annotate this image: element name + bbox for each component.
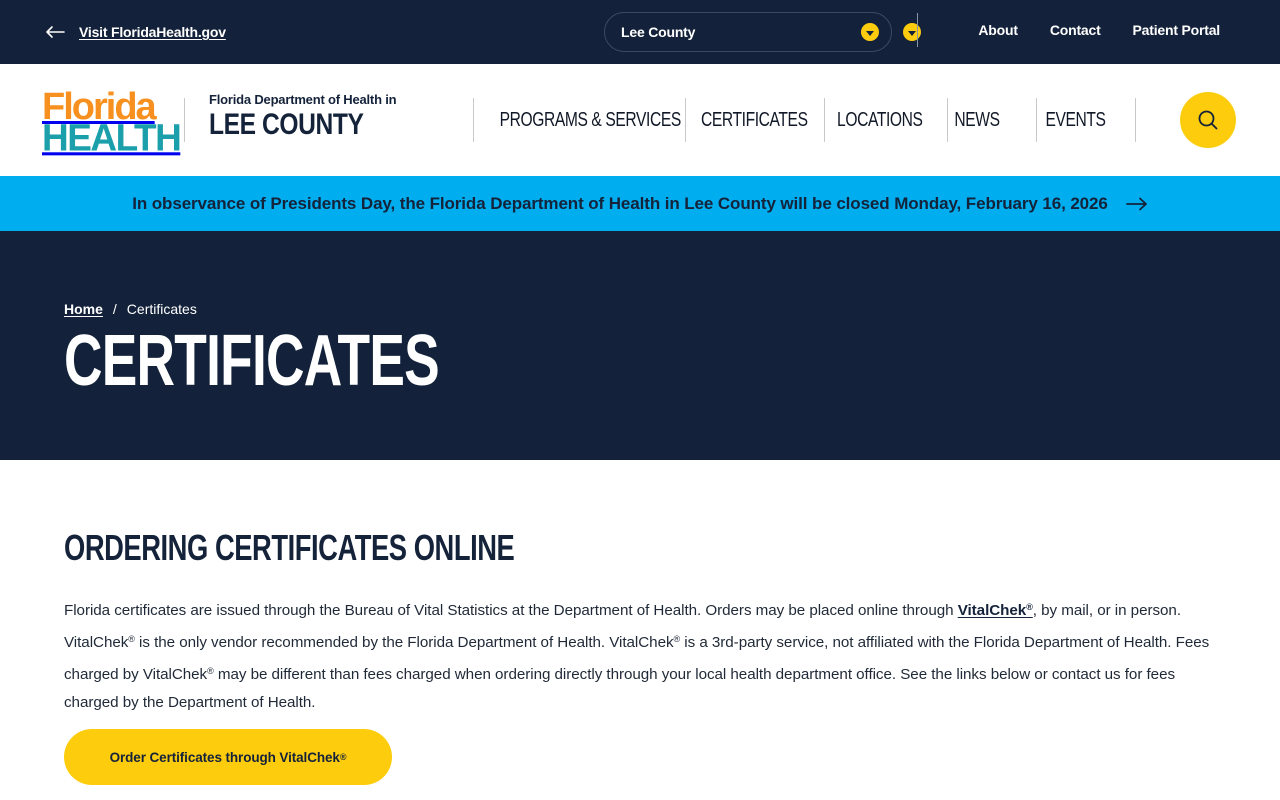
- utility-link-patient-portal[interactable]: Patient Portal: [1132, 22, 1220, 38]
- utility-link-contact[interactable]: Contact: [1049, 22, 1101, 38]
- paragraph-text: is the only vendor recommended by the Florida Department of Health. VitalChek: [134, 634, 674, 651]
- registered-mark: ®: [207, 666, 214, 676]
- logo-florida-text: Florida: [42, 86, 155, 128]
- nav-label: LOCATIONS: [837, 108, 923, 131]
- search-button[interactable]: [1180, 92, 1236, 148]
- page-hero: [0, 231, 1280, 460]
- nav-certificates[interactable]: [686, 98, 825, 142]
- main-nav: [473, 98, 1136, 142]
- nav-news[interactable]: [948, 98, 1037, 142]
- paragraph-text: Florida certificates are issued through the Bureau of Vital Statistics at the Department of Health. Orders may be placed online through: [64, 602, 958, 619]
- logo-health-text: HEALTH: [42, 116, 181, 159]
- county-select-value: Lee County: [621, 24, 696, 40]
- nav-label: PROGRAMS & SERVICES: [499, 108, 681, 131]
- dept-subtitle: Florida Department of Health in: [209, 92, 397, 107]
- utility-link-about[interactable]: About: [978, 22, 1018, 38]
- arrow-right-icon: [1126, 197, 1148, 211]
- paragraph-text: may be different than fees charged when ordering directly through your local health department office. See the links below or contact us for fees charged by the Department of Health.: [64, 666, 1176, 711]
- registered-mark: ®: [673, 634, 681, 644]
- breadcrumb-current: Certificates: [126, 301, 197, 317]
- breadcrumb-home[interactable]: Home: [64, 301, 103, 317]
- visit-floridahealth-label: Visit FloridaHealth.gov: [79, 24, 226, 40]
- arrow-left-icon: [44, 21, 66, 43]
- county-select[interactable]: [604, 12, 892, 52]
- nav-events[interactable]: [1037, 98, 1136, 142]
- closure-alert-banner[interactable]: [0, 176, 1280, 231]
- intro-paragraph: [64, 593, 1214, 717]
- order-vitalchek-button[interactable]: [64, 729, 392, 785]
- nav-label: CERTIFICATES: [701, 108, 808, 131]
- nav-programs-services[interactable]: [474, 98, 686, 142]
- vitalchek-link[interactable]: [958, 602, 1033, 619]
- order-button-label: Order Certificates through VitalChek: [109, 749, 340, 765]
- breadcrumb-separator: /: [112, 301, 117, 317]
- utility-bar: [0, 0, 1280, 64]
- search-icon: [1197, 109, 1219, 131]
- registered-mark: ®: [339, 752, 347, 762]
- county-title: LEE COUNTY: [209, 108, 364, 141]
- paragraph-text: is a 3rd-party service, not affiliated with the Florida Department of Health. Fees charged by VitalChek: [64, 634, 1210, 683]
- paragraph-text: , by mail, or in person. VitalChek: [64, 602, 1181, 651]
- divider: [917, 13, 918, 47]
- language-dropdown-toggle[interactable]: [903, 23, 921, 41]
- nav-label: EVENTS: [1045, 108, 1106, 131]
- visit-floridahealth-link[interactable]: [44, 21, 226, 43]
- chevron-down-icon: [861, 23, 879, 41]
- florida-health-logo[interactable]: [42, 86, 181, 159]
- page-title: CERTIFICATES: [64, 321, 439, 401]
- section-title: ORDERING CERTIFICATES ONLINE: [64, 527, 515, 568]
- dept-title-link[interactable]: [209, 92, 397, 140]
- nav-label: NEWS: [954, 108, 1000, 131]
- utility-nav: [978, 22, 1220, 38]
- vitalchek-link-label: VitalChek: [957, 602, 1027, 619]
- nav-locations[interactable]: [825, 98, 948, 142]
- registered-mark: ®: [128, 634, 135, 644]
- breadcrumb: [64, 301, 197, 317]
- alert-text: In observance of Presidents Day, the Florida Department of Health in Lee County will be closed Monday, February 16, 2026: [132, 193, 1108, 213]
- registered-mark: ®: [1026, 602, 1033, 612]
- logo-divider: [184, 98, 185, 142]
- site-header: [0, 64, 1280, 176]
